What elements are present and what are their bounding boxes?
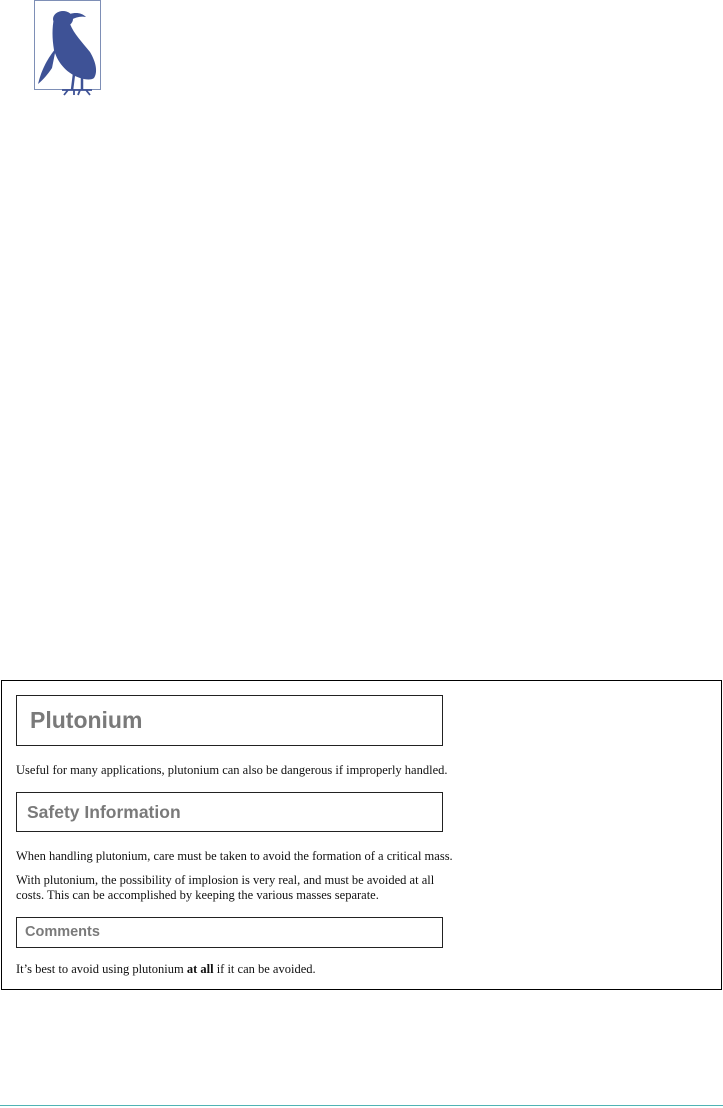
comments-text-before: It’s best to avoid using plutonium [16, 962, 187, 976]
implosion-paragraph: With plutonium, the possibility of implosion is very real, and must be avoided at all costs. This can be accomplished by keeping the various masses separate. [16, 873, 435, 902]
page-bottom-rule [0, 1105, 723, 1106]
bird-icon [34, 6, 114, 100]
comments-emphasis: at all [186, 962, 214, 976]
heading-comments: Comments [16, 917, 443, 948]
intro-paragraph: Useful for many applications, plutonium can also be dangerous if improperly handled. [16, 763, 448, 777]
heading-safety-information: Safety Information [16, 792, 443, 832]
critical-mass-paragraph: When handling plutonium, care must be taken to avoid the formation of a critical mass. [16, 849, 453, 863]
comments-text-after: if it can be avoided. [213, 962, 316, 976]
heading-plutonium: Plutonium [16, 695, 443, 746]
rendered-document-figure [1, 680, 722, 990]
comments-paragraph [16, 962, 456, 977]
